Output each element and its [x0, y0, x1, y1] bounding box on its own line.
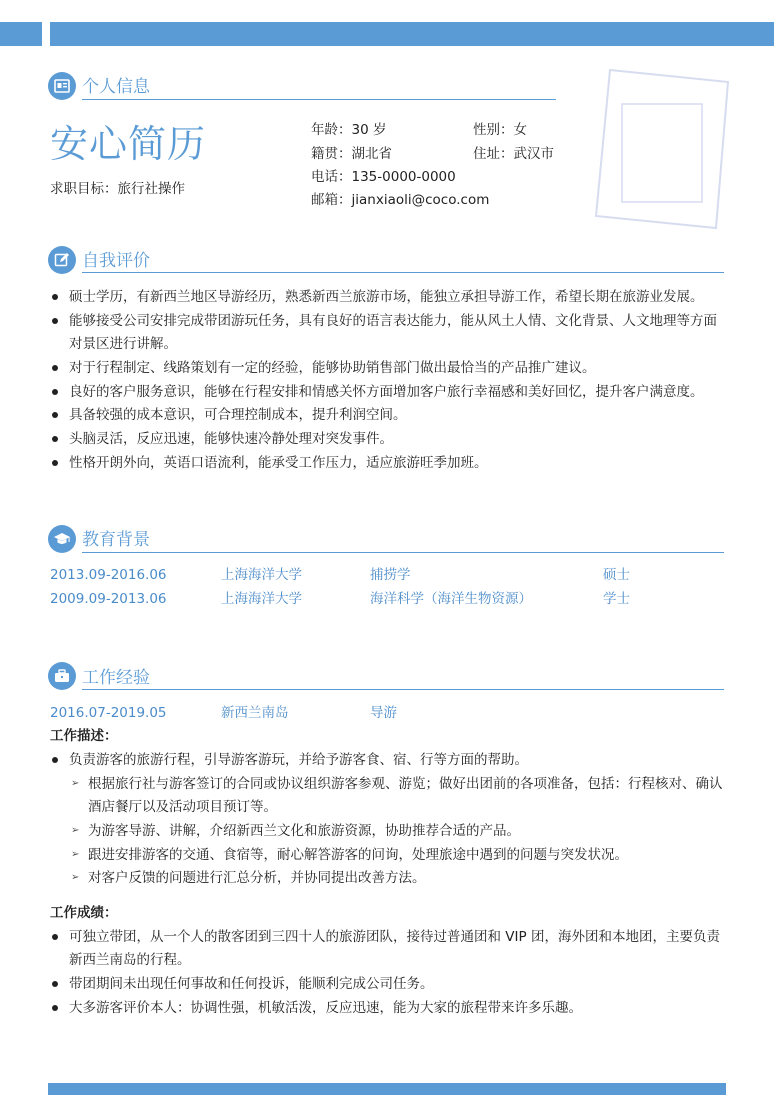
personal-info-title: 个人信息: [82, 77, 150, 97]
edu-major: 捕捞学: [370, 567, 411, 583]
work-result: 大多游客评价本人：协调性强，机敏活泼，反应迅速，能为大家的旅程带来许多乐趣。: [69, 1000, 582, 1016]
self-eval-item: 性格开朗外向，英语口语流利，能承受工作压力，适应旅游旺季加班。: [69, 455, 488, 471]
self-eval-icon-circle: [48, 246, 76, 274]
bullet: [52, 436, 58, 442]
work-result: 可独立带团，从一个人的散客团到三四十人的旅游团队，接待过普通团和 VIP 团，海外团和本地团，主要负责: [69, 929, 720, 945]
photo-placeholder: [588, 64, 738, 234]
self-eval-item: 能够接受公司安排完成带团游玩任务，具有良好的语言表达能力，能从风土人情、文化背景、人文地理等方面: [69, 313, 717, 329]
job-objective: 求职目标：旅行社操作: [50, 181, 185, 197]
work-result-cont: 新西兰南岛的行程。: [69, 952, 191, 968]
address: 住址：武汉市: [473, 146, 554, 162]
id-card-icon: [54, 79, 70, 93]
self-eval-item-cont: 对景区进行讲解。: [69, 336, 177, 352]
edu-major: 海洋科学（海洋生物资源）: [370, 591, 532, 607]
self-eval-item: 对于行程制定、线路策划有一定的经验，能够协助销售部门做出最恰当的产品推广建议。: [69, 360, 596, 376]
age: 年龄：30 岁: [311, 122, 387, 138]
email: 邮箱：jianxiaoli@coco.com: [311, 192, 490, 208]
self-eval-item: 硕士学历，有新西兰地区导游经历，熟悉新西兰旅游市场，能独立承担导游工作，希望长期在旅游业发展。: [69, 289, 704, 305]
self-eval-item: 具备较强的成本意识，可合理控制成本，提升利润空间。: [69, 407, 407, 423]
work-desc-label: 工作描述：: [50, 728, 118, 744]
work-desc-sub: 对客户反馈的问题进行汇总分析，并协同提出改善方法。: [88, 870, 426, 886]
personal-info-icon-circle: [48, 72, 76, 100]
bullet: [52, 757, 58, 763]
bullet: [52, 389, 58, 395]
work-result-label: 工作成绩：: [50, 905, 118, 921]
work-desc-main: 负责游客的旅游行程，引导游客游玩，并给予游客食、宿、行等方面的帮助。: [69, 752, 528, 768]
bullet: [52, 365, 58, 371]
gender: 性别：女: [473, 122, 527, 138]
work-company: 新西兰南岛: [221, 705, 289, 721]
edu-school: 上海海洋大学: [221, 567, 302, 583]
education-line: [82, 552, 724, 553]
self-eval-line: [82, 272, 724, 273]
edu-school: 上海海洋大学: [221, 591, 302, 607]
origin: 籍贯：湖北省: [311, 146, 392, 162]
work-title: 工作经验: [82, 668, 150, 688]
personal-info-line: [82, 99, 556, 100]
education-title: 教育背景: [82, 530, 150, 550]
bullet: [52, 294, 58, 300]
phone: 电话：135-0000-0000: [311, 169, 456, 185]
work-icon-circle: [48, 662, 76, 690]
bullet: [52, 318, 58, 324]
graduation-cap-icon: [53, 532, 71, 546]
arrow-icon: ➢: [71, 849, 80, 860]
self-eval-item: 良好的客户服务意识，能够在行程安排和情感关怀方面增加客户旅行幸福感和美好回忆，提升客户满意度。: [69, 384, 704, 400]
self-eval-item: 头脑灵活，反应迅速，能够快速冷静处理对突发事件。: [69, 431, 393, 447]
bullet: [52, 1005, 58, 1011]
edu-degree: 学士: [603, 591, 630, 607]
arrow-icon: ➢: [71, 778, 80, 789]
work-desc-sub: 跟进安排游客的交通、食宿等，耐心解答游客的问询，处理旅途中遇到的问题与突发状况。: [88, 847, 628, 863]
bullet: [52, 412, 58, 418]
edu-degree: 硕士: [603, 567, 630, 583]
work-desc-sub: 为游客导游、讲解，介绍新西兰文化和旅游资源，协助推荐合适的产品。: [88, 823, 520, 839]
work-role: 导游: [370, 705, 397, 721]
arrow-icon: ➢: [71, 825, 80, 836]
briefcase-icon: [54, 669, 70, 683]
top-bar-right: [50, 22, 774, 46]
edu-date: 2009.09-2013.06: [50, 591, 167, 607]
work-line: [82, 689, 724, 690]
education-icon-circle: [48, 525, 76, 553]
work-desc-sub-cont: 酒店餐厅以及活动项目预订等。: [88, 799, 277, 815]
bottom-bar: [48, 1083, 726, 1095]
edu-date: 2013.09-2016.06: [50, 567, 167, 583]
edit-icon: [54, 252, 70, 268]
bullet: [52, 981, 58, 987]
top-bar-left: [0, 22, 42, 46]
bullet: [52, 934, 58, 940]
work-date: 2016.07-2019.05: [50, 705, 167, 721]
arrow-icon: ➢: [71, 872, 80, 883]
bullet: [52, 460, 58, 466]
work-desc-sub: 根据旅行社与游客签订的合同或协议组织游客参观、游览；做好出团前的各项准备，包括：行程核对、确认: [88, 776, 723, 792]
self-eval-title: 自我评价: [82, 251, 150, 271]
work-result: 带团期间未出现任何事故和任何投诉，能顺利完成公司任务。: [69, 976, 434, 992]
resume-name: 安心简历: [50, 122, 207, 166]
